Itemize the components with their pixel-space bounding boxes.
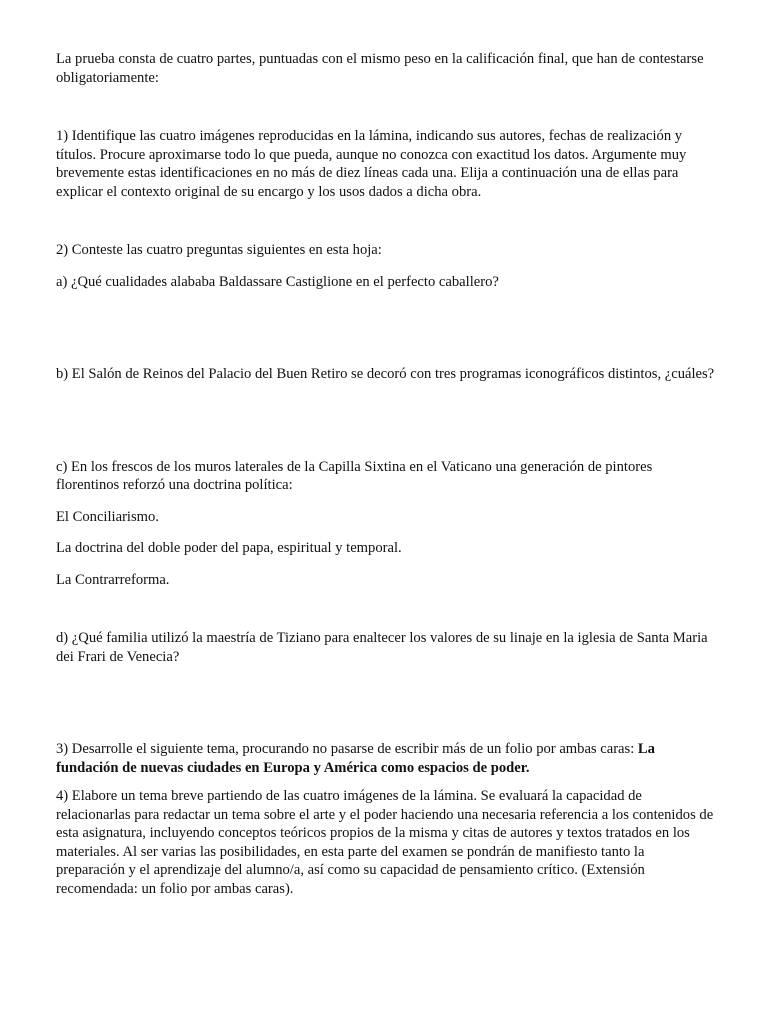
question-2c: c) En los frescos de los muros laterales de la Capilla Sixtina en el Vaticano una generación de pintores florentinos reforzó una doctrina política: [56,458,653,493]
question-2c-option-3: La Contrarreforma. [56,571,170,588]
question-4: 4) Elabore un tema breve partiendo de las cuatro imágenes de la lámina. Se evaluará la capacidad de relacionarlas para redactar un tema sobre el arte y el poder haciendo una necesaria referencia a los contenidos de esta asignatura, incluyendo conceptos teóricos propios de la misma y citas de autores y textos tratados en los materiales. Al ser varias las posibilidades, en esta parte del examen se pondrán de manifiesto tanto la preparación y el aprendizaje del alumno/a, así como su capacidad de pensamiento crítico. (Extensión recomendada: un folio por ambas caras). [56,788,714,897]
intro-paragraph: La prueba consta de cuatro partes, puntuadas con el mismo peso en la calificación final, que han de contestarse obligatoriamente: [56,51,704,86]
question-3-text: 3) Desarrolle el siguiente tema, procurando no pasarse de escribir más de un folio por ambas caras: [56,741,638,757]
exam-page [56,50,716,898]
question-2-intro: 2) Conteste las cuatro preguntas siguientes en esta hoja: [56,242,382,258]
question-2c-option-1: El Conciliarismo. [56,508,159,525]
question-3-topic: La fundación de nuevas ciudades en Europa y América como espacios de poder. [56,741,655,776]
question-1: 1) Identifique las cuatro imágenes reproducidas en la lámina, indicando sus autores, fechas de realización y títulos. Procure aproximarse todo lo que pueda, aunque no conozca con exactitud los datos. Argumente muy brevemente estas identificaciones en no más de diez líneas cada una. Elija a continuación una de ellas para explicar el contexto original de su encargo y los usos dados a dicha obra. [56,128,687,200]
question-2d: d) ¿Qué familia utilizó la maestría de Tiziano para enaltecer los valores de su linaje en la iglesia de Santa Maria dei Frari de Venecia? [56,630,708,665]
question-2b: b) El Salón de Reinos del Palacio del Buen Retiro se decoró con tres programas iconográficos distintos, ¿cuáles? [56,366,715,382]
question-2c-option-2: La doctrina del doble poder del papa, espiritual y temporal. [56,540,402,556]
question-3 [56,740,716,777]
question-2a: a) ¿Qué cualidades alababa Baldassare Castiglione en el perfecto caballero? [56,273,499,290]
